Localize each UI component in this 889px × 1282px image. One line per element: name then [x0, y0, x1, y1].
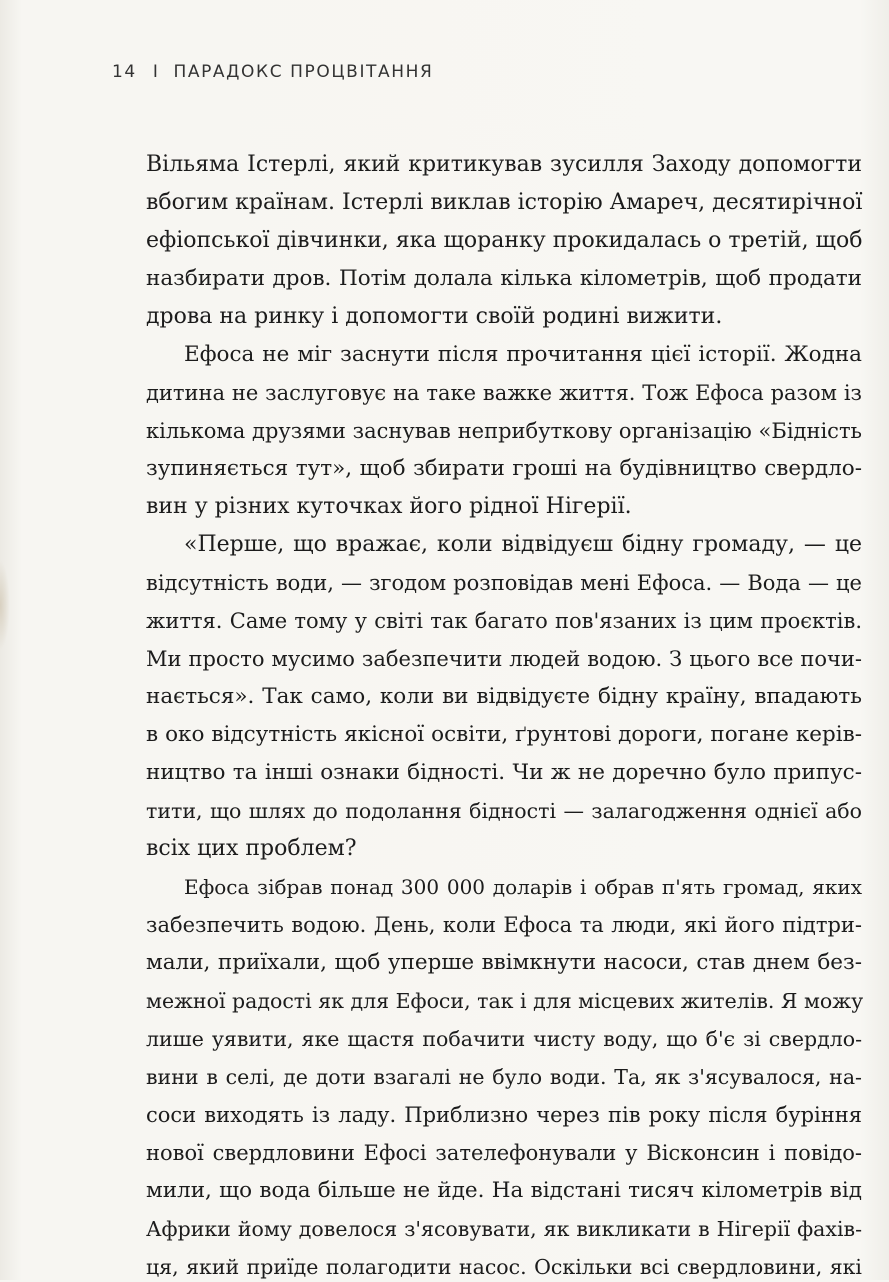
- text-line: кількома друзями заснував неприбуткову організацію «Бідність: [146, 419, 862, 443]
- text-line: мили, що вода більше не йде. На відстані тисяч кілометрів від: [146, 1178, 862, 1203]
- text-line: нається». Так само, коли ви відвідуєте бідну країну, впадають: [146, 684, 862, 709]
- text-line: вини в селі, де доти взагалі не було води. Та, як з'ясувалося, на-: [146, 1065, 862, 1089]
- page-edge-shadow: [0, 560, 10, 650]
- text-line: Ефоса зібрав понад 300 000 доларів і обрав п'ять громад, яких: [184, 875, 862, 899]
- text-line: мали, приїхали, щоб уперше ввімкнути насоси, став днем без-: [146, 950, 862, 975]
- text-line: ництво та інші ознаки бідності. Чи ж не доречно було припус-: [146, 760, 862, 785]
- text-line: ефіопської дівчинки, яка щоранку прокидалась о третій, щоб: [146, 228, 863, 253]
- text-line: вбогим країнам. Істерлі виклав історію Амареч, десятирічної: [146, 190, 863, 215]
- text-line: назбирати дров. Потім долала кілька кілометрів, щоб продати: [146, 266, 862, 291]
- running-title: ПАРАДОКС ПРОЦВІТАННЯ: [173, 62, 434, 82]
- text-line: Ефоса не міг заснути після прочитання цієї історії. Жодна: [184, 342, 862, 367]
- text-line: всіх цих проблем?: [146, 836, 357, 861]
- text-line: лише уявити, яке щастя побачити чисту воду, що б'є зі свердло-: [146, 1027, 862, 1051]
- header-separator: I: [152, 62, 160, 82]
- text-line: Ми просто мусимо забезпечити людей водою. З цього все почи-: [146, 647, 862, 671]
- text-line: Вільяма Істерлі, який критикував зусилля Заходу допомогти: [146, 152, 862, 177]
- text-line: нової свердловини Ефосі зателефонували у Вісконсин і повідо-: [146, 1141, 862, 1165]
- text-line: відсутність води, — згодом розповідав мені Ефоса. — Вода — це: [146, 571, 862, 595]
- running-header: [112, 62, 433, 82]
- text-line: забезпечить водою. День, коли Ефоса та люди, які його підтри-: [146, 913, 862, 937]
- text-line: соси виходять із ладу. Приблизно через пів року після буріння: [146, 1103, 862, 1127]
- text-line: дрова на ринку і допомогти своїй родині вижити.: [146, 304, 723, 329]
- text-line: межної радості як для Ефоси, так і для місцевих жителів. Я можу: [146, 989, 864, 1013]
- text-line: дитина не заслуговує на таке важке життя. Тож Ефоса разом із: [146, 381, 862, 405]
- text-line: тити, що шлях до подолання бідності — залагодження однієї або: [146, 799, 862, 823]
- text-line: в око відсутність якісної освіти, ґрунтові дороги, погане керів-: [146, 722, 862, 747]
- text-line: «Перше, що вражає, коли відвідуєш бідну громаду, — це: [184, 532, 862, 557]
- text-line: ця, який приїде полагодити насос. Оскільки всі свердловини, які: [146, 1255, 862, 1279]
- text-line: Африки йому довелося з'ясовувати, як викликати в Нігерії фахів-: [146, 1217, 862, 1241]
- text-line: зупиняється тут», щоб збирати гроші на будівництво свердло-: [146, 456, 862, 481]
- text-line: вин у різних куточках його рідної Нігерії.: [146, 494, 632, 519]
- text-line: життя. Саме тому у світі так багато пов'язаних із цим проєктів.: [146, 609, 862, 633]
- page-number: 14: [112, 62, 137, 82]
